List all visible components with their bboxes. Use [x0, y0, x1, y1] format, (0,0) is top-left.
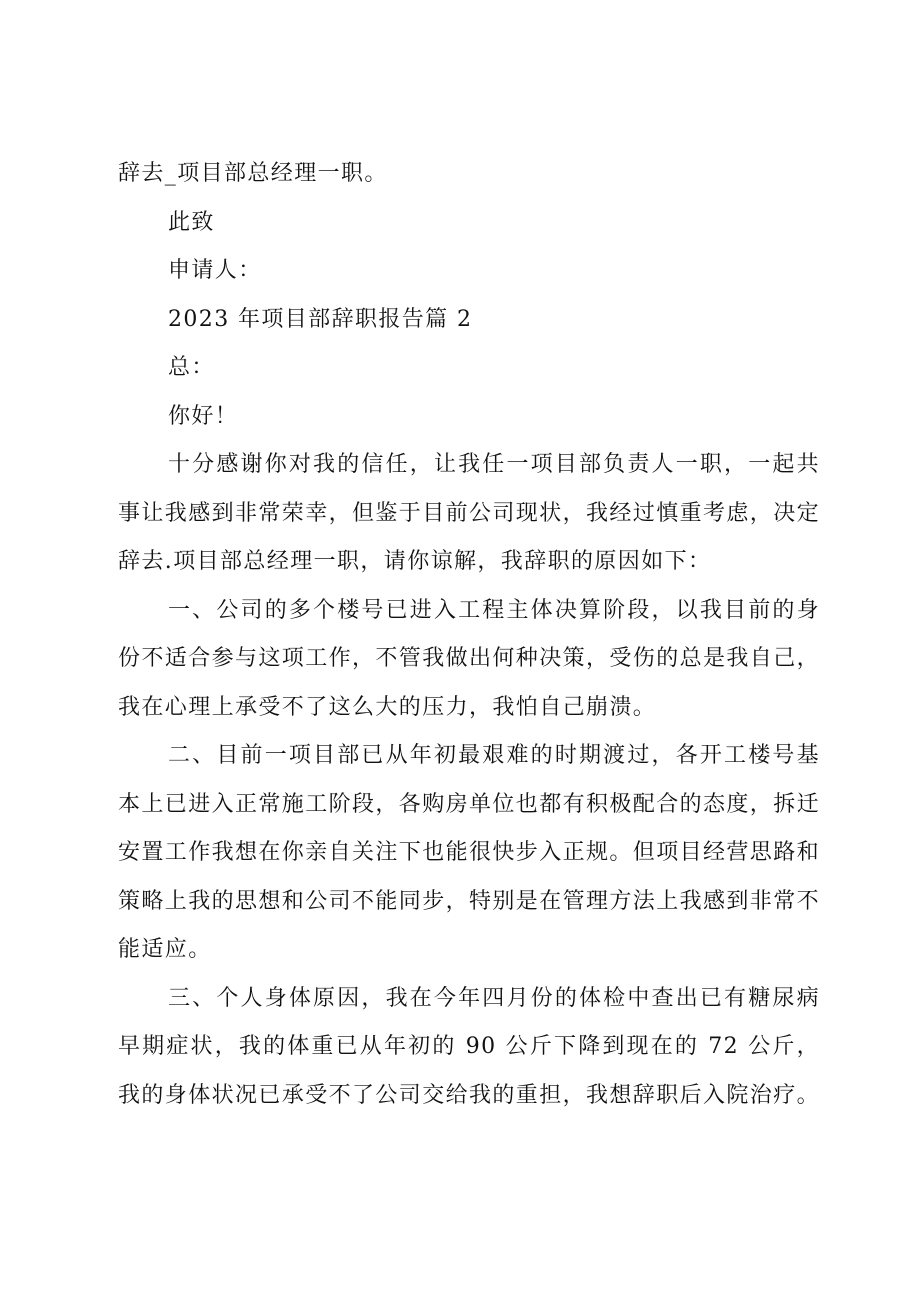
paragraph-reason-3: 三、个人身体原因，我在今年四月份的体检中查出已有糖尿病早期症状，我的体重已从年初的 90 公斤下降到现在的 72 公斤，我的身体状况已承受不了公司交给我的重担，我想辞职后入院治疗。 — [118, 985, 821, 1108]
paragraph-salutation: 总： — [168, 355, 215, 380]
paragraph-resign-position: 辞去_项目部总经理一职。 — [118, 161, 388, 186]
paragraph-greeting: 你好！ — [168, 403, 239, 429]
paragraph-reason-1: 一、公司的多个楼号已进入工程主体决算阶段，以我目前的身份不适合参与这项工作，不管我做出何种决策，受伤的总是我自己，我在心理上承受不了这么大的压力，我怕自己崩溃。 — [118, 597, 821, 720]
paragraph-intro: 十分感谢你对我的信任，让我任一项目部负责人一职，一起共事让我感到非常荣幸，但鉴于目前公司现状，我经过慎重考虑，决定辞去.项目部总经理一职，请你谅解，我辞职的原因如下： — [118, 452, 821, 574]
paragraph-reason-2: 二、目前一项目部已从年初最艰难的时期渡过，各开工楼号基本上已进入正常施工阶段，各购房单位也都有积极配合的态度，拆迁安置工作我想在你亲自关注下也能很快步入正规。但项目经营思路和策略上我的思想和公司不能同步，特别是在管理方法上我感到非常不能适应。 — [118, 743, 821, 962]
paragraph-closing: 此致 — [168, 209, 215, 235]
section-title: 2023 年项目部辞职报告篇 2 — [168, 306, 473, 332]
paragraph-applicant: 申请人： — [168, 258, 262, 283]
